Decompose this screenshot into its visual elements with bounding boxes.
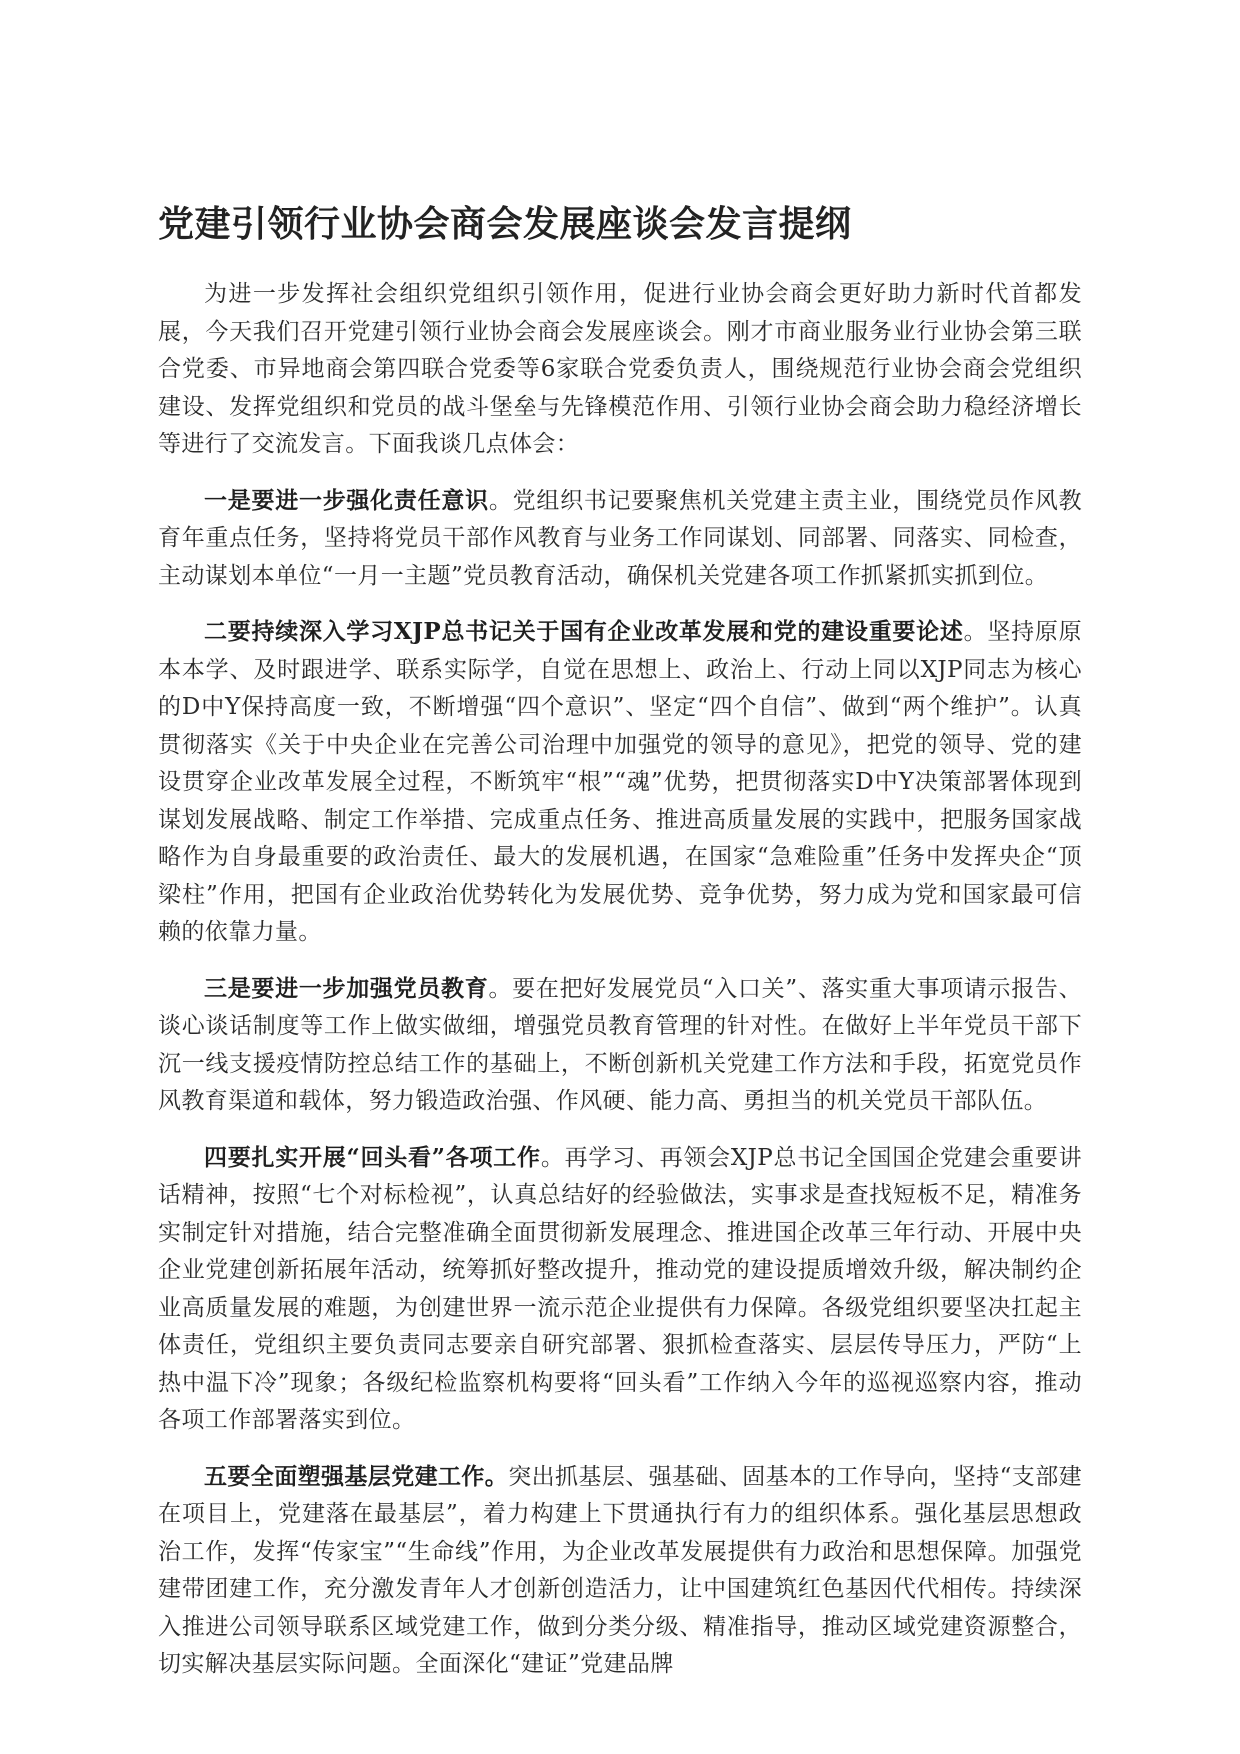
section-paragraph-2 bbox=[158, 613, 1082, 952]
intro-paragraph: 为进一步发挥社会组织党组织引领作用，促进行业协会商会更好助力新时代首都发展，今天我们召开党建引领行业协会商会发展座谈会。刚才市商业服务业行业协会第三联合党委、市异地商会第四联合党委等6家联合党委负责人，围绕规范行业协会商会党组织建设、发挥党组织和党员的战斗堡垒与先锋模范作用、引领行业协会商会助力稳经济增长等进行了交流发言。下面我谈几点体会： bbox=[158, 281, 1082, 457]
document-page bbox=[158, 200, 1082, 1702]
document-title: 党建引领行业协会商会发展座谈会发言提纲 bbox=[158, 204, 852, 245]
section-heading-4: 四要扎实开展“回头看”各项工作 bbox=[204, 1143, 541, 1171]
section-heading-1: 一是要进一步强化责任意识 bbox=[204, 486, 489, 514]
section-body-5: 突出抓基层、强基础、固基本的工作导向，坚持“支部建在项目上，党建落在最基层”，着力构建上下贯通执行有力的组织体系。强化基层思想政治工作，发挥“传家宝”“生命线”作用，为企业改革发展提供有力政治和思想保障。加强党建带团建工作，充分激发青年人才创新创造活力，让中国建筑红色基因代代相传。持续深入推进公司领导联系区域党建工作，做到分类分级、精准指导，推动区域党建资源整合，切实解决基层实际问题。全面深化“建证”党建品牌 bbox=[158, 1463, 1082, 1677]
section-paragraph-4 bbox=[158, 1139, 1082, 1440]
section-body-4: 。再学习、再领会XJP总书记全国国企党建会重要讲话精神，按照“七个对标检视”，认真总结好的经验做法，实事求是查找短板不足，精准务实制定针对措施，结合完整准确全面贯彻新发展理念、推进国企改革三年行动、开展中央企业党建创新拓展年活动，统筹抓好整改提升，推动党的建设提质增效升级，解决制约企业高质量发展的难题，为创建世界一流示范企业提供有力保障。各级党组织要坚决扛起主体责任，党组织主要负责同志要亲自研究部署、狠抓检查落实、层层传导压力，严防“上热中温下冷”现象；各级纪检监察机构要将“回头看”工作纳入今年的巡视巡察内容，推动各项工作部署落实到位。 bbox=[158, 1144, 1082, 1433]
section-heading-5: 五要全面塑强基层党建工作。 bbox=[204, 1462, 509, 1490]
section-paragraph-1 bbox=[158, 482, 1082, 596]
section-heading-3: 三是要进一步加强党员教育 bbox=[204, 974, 489, 1002]
section-paragraph-3 bbox=[158, 970, 1082, 1121]
section-body-1: 。党组织书记要聚焦机关党建主责主业，围绕党员作风教育年重点任务，坚持将党员干部作风教育与业务工作同谋划、同部署、同落实、同检查，主动谋划本单位“一月一主题”党员教育活动，确保机关党建各项工作抓紧抓实抓到位。 bbox=[158, 487, 1082, 589]
section-body-3: 。要在把好发展党员“入口关”、落实重大事项请示报告、谈心谈话制度等工作上做实做细，增强党员教育管理的针对性。在做好上半年党员干部下沉一线支援疫情防控总结工作的基础上，不断创新机关党建工作方法和手段，拓宽党员作风教育渠道和载体，努力锻造政治强、作风硬、能力高、勇担当的机关党员干部队伍。 bbox=[158, 975, 1082, 1114]
section-body-2: 。坚持原原本本学、及时跟进学、联系实际学，自觉在思想上、政治上、行动上同以XJP同志为核心的D中Y保持高度一致，不断增强“四个意识”、坚定“四个自信”、做到“两个维护”。认真贯彻落实《关于中央企业在完善公司治理中加强党的领导的意见》，把党的领导、党的建设贯穿企业改革发展全过程，不断筑牢“根”“魂”优势，把贯彻落实D中Y决策部署体现到谋划发展战略、制定工作举措、完成重点任务、推进高质量发展的实践中，把服务国家战略作为自身最重要的政治责任、最大的发展机遇，在国家“急难险重”任务中发挥央企“顶梁柱”作用，把国有企业政治优势转化为发展优势、竞争优势，努力成为党和国家最可信赖的依靠力量。 bbox=[158, 619, 1083, 945]
section-heading-2: 二要持续深入学习XJP总书记关于国有企业改革发展和党的建设重要论述 bbox=[204, 618, 964, 645]
section-paragraph-5 bbox=[158, 1458, 1082, 1684]
